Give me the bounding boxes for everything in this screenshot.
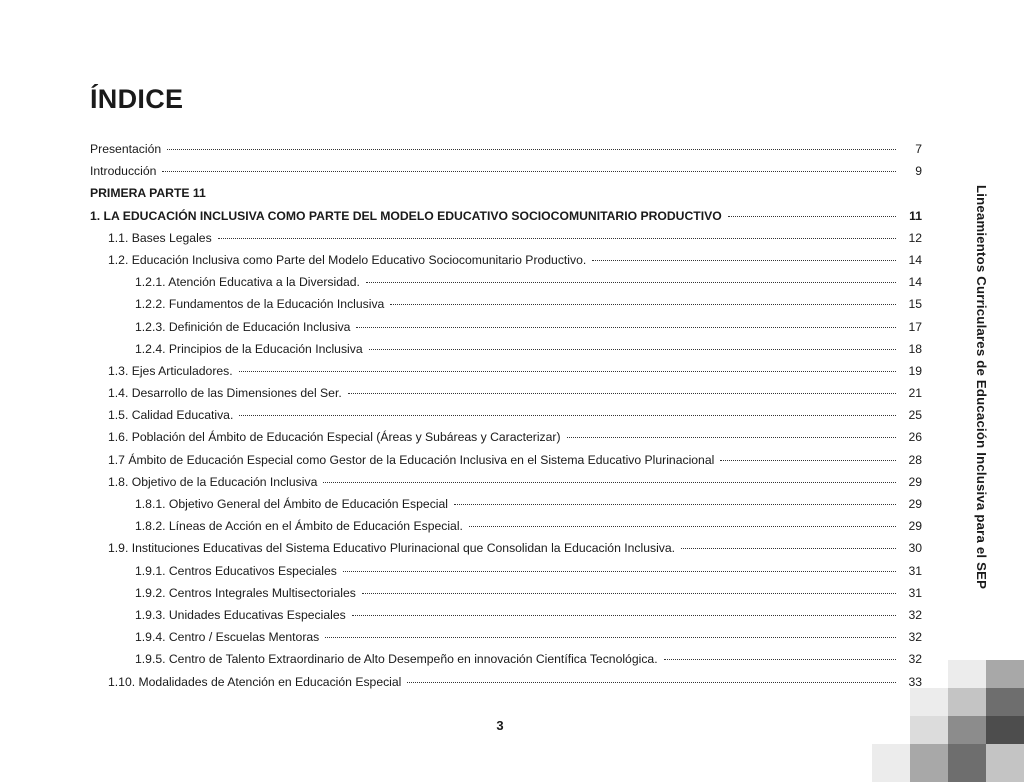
toc-entry[interactable]: [90, 582, 922, 604]
toc-entry-label: 1.1. Bases Legales: [108, 230, 212, 245]
toc-entry[interactable]: [90, 249, 922, 271]
toc-entry-page: 29: [908, 519, 922, 534]
mosaic-tile: [948, 744, 986, 782]
toc-dot-leader: [218, 238, 896, 239]
toc-entry-label: 1.7 Ámbito de Educación Especial como Gestor de la Educación Inclusiva en el Sistema Educativo Plurinacional: [108, 452, 715, 467]
toc-entry-page: 32: [908, 630, 922, 645]
toc-entry[interactable]: [90, 537, 922, 559]
toc-entry[interactable]: [90, 604, 922, 626]
toc-dot-leader: [325, 637, 896, 638]
toc-entry-label: 1.3. Ejes Articuladores.: [108, 363, 233, 378]
toc-dot-leader: [592, 260, 896, 261]
toc-entry-label: 1.9. Instituciones Educativas del Sistema Educativo Plurinacional que Consolidan la Educación Inclusiva.: [108, 541, 676, 556]
toc-dot-leader: [407, 682, 896, 683]
toc-entry-label: PRIMERA PARTE 11: [90, 186, 206, 201]
toc-entry[interactable]: [90, 449, 922, 471]
toc-entry[interactable]: [90, 426, 922, 448]
toc-dot-leader: [728, 216, 896, 217]
toc-dot-leader: [366, 282, 896, 283]
toc-entry[interactable]: [90, 560, 922, 582]
page-number: 3: [496, 718, 504, 733]
toc-entry-label: 1. LA EDUCACIÓN INCLUSIVA COMO PARTE DEL MODELO EDUCATIVO SOCIOCOMUNITARIO PRODUCTIVO: [90, 208, 722, 223]
toc-entry-label: 1.9.4. Centro / Escuelas Mentoras: [135, 630, 320, 645]
mosaic-tile: [986, 744, 1024, 782]
toc-entry[interactable]: [90, 182, 922, 204]
toc-entry[interactable]: [90, 515, 922, 537]
toc-entry[interactable]: [90, 293, 922, 315]
toc-entry-label: 1.2.4. Principios de la Educación Inclusiva: [135, 341, 363, 356]
toc-dot-leader: [356, 327, 896, 328]
toc-entry[interactable]: [90, 471, 922, 493]
toc-entry-page: 26: [908, 430, 922, 445]
toc-entry-page: 12: [908, 230, 922, 245]
mosaic-tile: [986, 688, 1024, 716]
toc-entry[interactable]: [90, 404, 922, 426]
toc-dot-leader: [162, 171, 896, 172]
toc-entry[interactable]: [90, 626, 922, 648]
table-of-contents: [90, 138, 922, 693]
toc-entry-label: 1.9.2. Centros Integrales Multisectoriales: [135, 585, 356, 600]
toc-entry[interactable]: [90, 648, 922, 670]
toc-entry-label: 1.6. Población del Ámbito de Educación Especial (Áreas y Subáreas y Caracterizar): [108, 430, 561, 445]
toc-entry-label: 1.4. Desarrollo de las Dimensiones del Ser.: [108, 386, 342, 401]
toc-dot-leader: [348, 393, 896, 394]
toc-entry[interactable]: [90, 360, 922, 382]
toc-entry-page: 29: [908, 474, 922, 489]
toc-entry-label: 1.2.2. Fundamentos de la Educación Inclusiva: [135, 297, 385, 312]
toc-dot-leader: [167, 149, 896, 150]
toc-entry-label: 1.8. Objetivo de la Educación Inclusiva: [108, 474, 318, 489]
toc-entry-page: 21: [908, 386, 922, 401]
mosaic-tile: [872, 744, 910, 782]
toc-entry[interactable]: [90, 138, 922, 160]
toc-dot-leader: [681, 548, 896, 549]
toc-entry-page: 15: [908, 297, 922, 312]
toc-entry-label: Presentación: [90, 142, 162, 156]
toc-entry-page: 30: [908, 541, 922, 556]
toc-entry[interactable]: [90, 671, 922, 693]
toc-entry-page: 9: [915, 164, 922, 179]
toc-entry-page: 32: [908, 652, 922, 667]
toc-dot-leader: [362, 593, 896, 594]
toc-dot-leader: [343, 571, 896, 572]
toc-entry-page: 32: [908, 607, 922, 622]
mosaic-tile: [910, 744, 948, 782]
toc-entry-label: 1.10. Modalidades de Atención en Educación Especial: [108, 674, 402, 689]
toc-dot-leader: [469, 526, 896, 527]
toc-entry-page: 14: [908, 252, 922, 267]
mosaic-tile: [948, 688, 986, 716]
toc-entry-label: 1.8.1. Objetivo General del Ámbito de Educación Especial: [135, 497, 448, 511]
side-running-title: Lineamientos Curriculares de Educación Inclusiva para el SEP: [974, 185, 989, 590]
toc-entry[interactable]: [90, 160, 922, 182]
mosaic-tile: [986, 660, 1024, 688]
toc-entry-page: 28: [908, 452, 922, 467]
toc-entry-label: 1.2.3. Definición de Educación Inclusiva: [135, 319, 351, 334]
toc-entry-page: 31: [908, 585, 922, 600]
toc-dot-leader: [239, 371, 896, 372]
toc-entry-page: 33: [908, 674, 922, 689]
toc-dot-leader: [454, 504, 896, 505]
toc-entry-page: 18: [908, 341, 922, 356]
toc-dot-leader: [720, 460, 896, 461]
toc-entry-page: 31: [908, 563, 922, 578]
toc-entry-page: 25: [908, 408, 922, 423]
toc-entry-label: 1.2.1. Atención Educativa a la Diversidad.: [135, 275, 360, 290]
toc-entry-label: 1.9.3. Unidades Educativas Especiales: [135, 607, 346, 622]
toc-entry[interactable]: [90, 227, 922, 249]
toc-entry-label: 1.8.2. Líneas de Acción en el Ámbito de Educación Especial.: [135, 519, 463, 534]
toc-dot-leader: [390, 304, 896, 305]
toc-entry-page: 7: [915, 142, 922, 156]
toc-entry-page: 29: [908, 497, 922, 511]
toc-entry-label: 1.5. Calidad Educativa.: [108, 408, 234, 423]
toc-dot-leader: [369, 349, 896, 350]
toc-entry-label: Introducción: [90, 164, 157, 179]
toc-entry-page: 19: [908, 363, 922, 378]
toc-dot-leader: [323, 482, 896, 483]
toc-entry-label: 1.9.1. Centros Educativos Especiales: [135, 563, 337, 578]
toc-entry[interactable]: [90, 316, 922, 338]
toc-entry-page: 17: [908, 319, 922, 334]
toc-dot-leader: [664, 659, 896, 660]
toc-entry-page: 11: [909, 208, 922, 223]
toc-entry[interactable]: [90, 382, 922, 404]
toc-entry[interactable]: [90, 205, 922, 227]
toc-entry[interactable]: [90, 493, 922, 515]
toc-dot-leader: [352, 615, 896, 616]
toc-dot-leader: [239, 415, 896, 416]
toc-entry-label: 1.9.5. Centro de Talento Extraordinario de Alto Desempeño en innovación Científica Tecnológica.: [135, 652, 658, 667]
toc-entry[interactable]: [90, 338, 922, 360]
toc-entry-label: 1.2. Educación Inclusiva como Parte del Modelo Educativo Sociocomunitario Productivo.: [108, 252, 587, 267]
toc-entry[interactable]: [90, 271, 922, 293]
toc-entry-page: 14: [908, 275, 922, 290]
page-title: ÍNDICE: [90, 84, 184, 114]
toc-dot-leader: [567, 437, 896, 438]
mosaic-tile: [948, 660, 986, 688]
